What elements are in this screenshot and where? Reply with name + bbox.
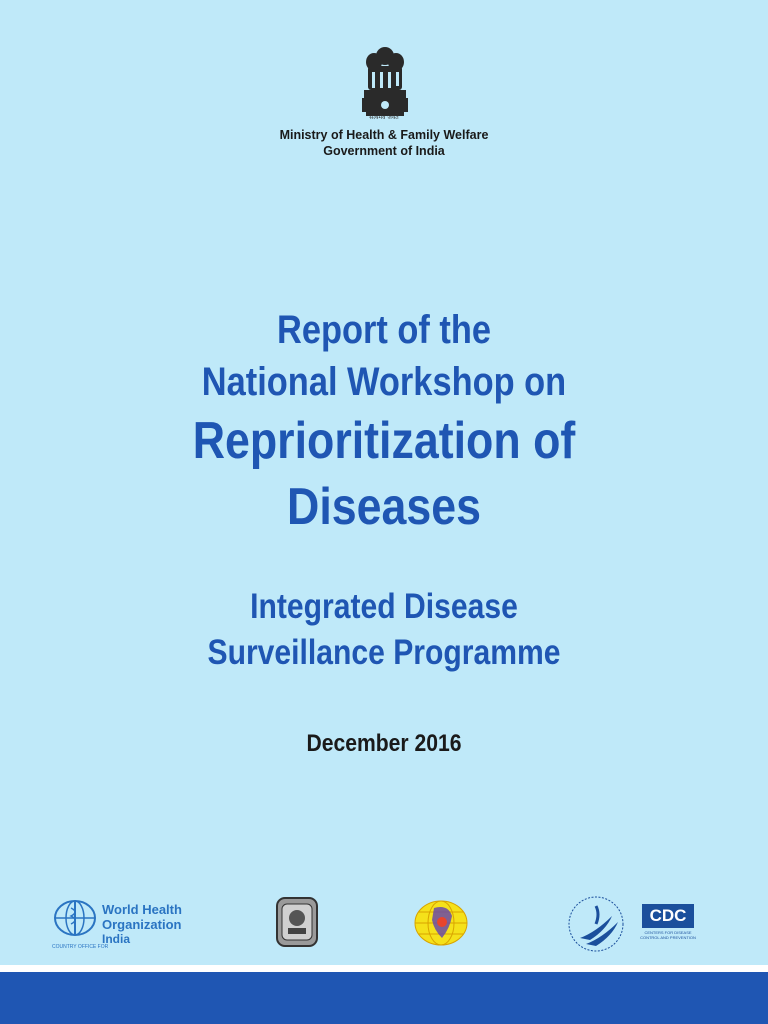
who-country: India	[102, 932, 131, 946]
title-line-4: Diseases	[287, 478, 481, 536]
title-line-1: Report of the	[276, 308, 492, 352]
subtitle-line-1: Integrated Disease	[250, 587, 518, 626]
partner-logos	[0, 890, 768, 960]
government-name: Government of India	[323, 144, 445, 158]
cdc-label: CDC	[642, 904, 694, 928]
who-emblem-icon	[52, 898, 98, 938]
national-emblem-icon	[356, 42, 414, 122]
who-name-line-1: World Health	[102, 902, 182, 917]
ministry-name: Ministry of Health & Family Welfare	[279, 128, 489, 142]
subtitle-line-2: Surveillance Programme	[207, 633, 561, 672]
idsp-logo-icon	[412, 898, 470, 948]
cdc-logo	[640, 902, 696, 942]
publication-date: December 2016	[306, 730, 462, 757]
who-logo	[52, 898, 192, 948]
hhs-seal-icon	[566, 894, 628, 954]
who-country-prefix: COUNTRY OFFICE FOR	[52, 944, 109, 950]
footer-bar	[0, 972, 768, 1024]
cdc-subtext: CENTERS FOR DISEASE CONTROL AND PREVENTION	[640, 930, 696, 940]
title-line-3: Reprioritization of	[192, 412, 576, 470]
report-subtitle	[54, 584, 714, 676]
ministry-header	[0, 127, 768, 159]
who-name	[102, 902, 182, 932]
footer-divider	[0, 965, 768, 972]
report-title	[0, 304, 768, 540]
title-line-2: National Workshop on	[201, 360, 567, 404]
ncdc-seal-icon	[275, 896, 319, 948]
who-name-line-2: Organization	[102, 917, 182, 932]
emblem-motto: सत्यमेव जयते	[369, 114, 399, 121]
